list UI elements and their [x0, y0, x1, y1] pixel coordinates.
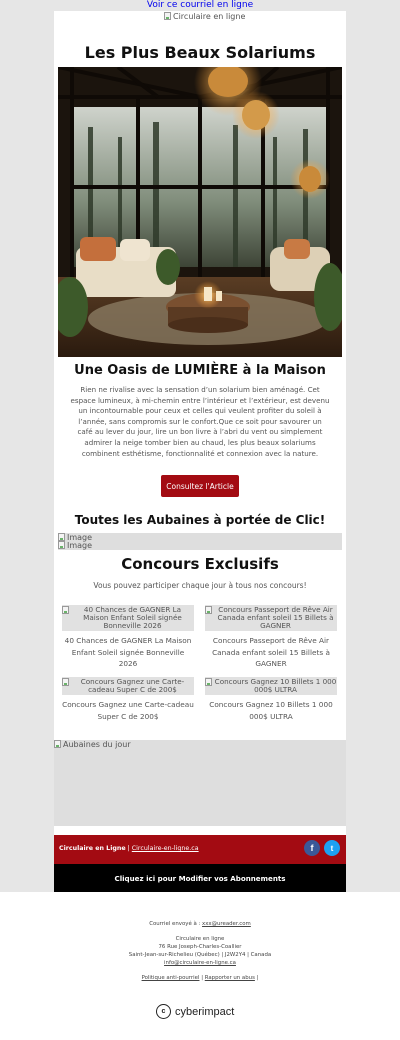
cyberimpact-logo[interactable]: [156, 1004, 234, 1019]
manage-subscriptions-link[interactable]: Cliquez ici pour Modifier vos Abonnements: [54, 864, 346, 892]
logo-alt-text: Circulaire en ligne: [173, 12, 246, 21]
contests-title: Concours Exclusifs: [121, 555, 279, 573]
broken-image-icon: [54, 740, 61, 748]
twitter-icon[interactable]: t: [324, 840, 340, 856]
contest-image[interactable]: [205, 605, 337, 631]
legal-separator: |: [201, 975, 204, 981]
logo-image[interactable]: [164, 12, 245, 21]
contest-image-alt-wrap: [62, 606, 194, 630]
article-title: Les Plus Beaux Solariums: [84, 43, 316, 62]
contest-caption[interactable]: 40 Chances de GAGNER La Maison Enfant Soleil signée Bonneville 2026: [64, 636, 192, 668]
contest-caption[interactable]: Concours Passeport de Rêve Air Canada enfant soleil 15 Billets à GAGNER: [212, 636, 330, 668]
contest-image[interactable]: [62, 677, 194, 695]
footer-site-link[interactable]: Circulaire-en-ligne.ca: [131, 845, 199, 852]
footer-brand: [59, 845, 199, 852]
solarium-photo: [58, 67, 342, 357]
email-card: [54, 11, 346, 841]
report-abuse-link[interactable]: Rapporter un abus: [204, 975, 255, 981]
legal-lines: [0, 920, 400, 982]
contest-card[interactable]: [62, 677, 194, 722]
deals-of-day-alt: Aubaines du jour: [63, 740, 131, 749]
deals-image-1-alt: Image: [67, 533, 93, 542]
contest-card[interactable]: [62, 605, 194, 670]
deals-of-day-alt-wrap: [54, 740, 131, 749]
broken-image-icon: [205, 606, 212, 614]
footer-brand-bar: [54, 835, 346, 864]
deals-of-day-image[interactable]: [54, 740, 346, 826]
contest-image-alt: Concours Gagnez 10 Billets 1 000 000$ ULTRA: [214, 677, 337, 694]
article-subtitle: Une Oasis de LUMIÈRE à la Maison: [74, 363, 326, 378]
sent-to-line: [0, 920, 400, 928]
anti-spam-policy-link[interactable]: Politique anti-pourriel: [141, 975, 200, 981]
facebook-icon[interactable]: f: [304, 840, 320, 856]
broken-image-icon: [62, 606, 69, 614]
contest-image[interactable]: [62, 605, 194, 631]
sent-to-label: Courriel envoyé à :: [149, 921, 201, 927]
company-city: Saint-Jean-sur-Richelieu (Québec) | J2W2Y4 | Canada: [128, 952, 272, 958]
broken-image-icon: [62, 678, 69, 686]
contest-card[interactable]: [205, 605, 337, 670]
cyberimpact-icon: c: [156, 1004, 171, 1019]
cyberimpact-name: cyberimpact: [175, 1005, 235, 1018]
company-address: 76 Rue Joseph-Charles-Coallier: [158, 944, 242, 950]
company-email[interactable]: info@circulaire-en-ligne.ca: [164, 960, 236, 966]
article-body: Rien ne rivalise avec la sensation d’un solarium bien aménagé. Cet espace lumineux, à mi-chemin entre l’intérieur et l’extérieur, est devenu un incontournable pour ceux et celles qui veulent profiter du soleil à l’année, sans compromis sur le confort.Que ce soit pour savourer un café au lever du jour, lire un bon livre à l’abri du vent ou simplement admirer la neige tomber bien au chaud, les plus beaux solariums combinent esthétisme, fonctionnalité et connexion avec la nature.: [70, 385, 330, 458]
deals-title: Toutes les Aubaines à portée de Clic!: [74, 513, 326, 527]
contest-image[interactable]: [205, 677, 337, 695]
deals-image-strip: [58, 533, 342, 550]
view-online-link[interactable]: Voir ce courriel en ligne: [146, 0, 254, 10]
broken-image-icon: [164, 12, 171, 20]
company-name: Circulaire en ligne: [175, 936, 225, 942]
legal-links: [0, 974, 400, 982]
sent-to-email[interactable]: xxx@ureader.com: [202, 921, 251, 927]
legal-trailing-separator: |: [256, 975, 259, 981]
contest-card[interactable]: [205, 677, 337, 722]
contest-image-alt-wrap: [205, 678, 337, 694]
contest-image-alt-wrap: [205, 606, 337, 630]
contest-caption[interactable]: Concours Gagnez 10 Billets 1 000 000$ ULTRA: [209, 700, 333, 721]
broken-image-icon: [58, 533, 65, 541]
broken-image-icon: [58, 541, 65, 549]
contest-image-alt: Concours Passeport de Rêve Air Canada enfant soleil 15 Billets à GAGNER: [217, 605, 334, 630]
deals-image-2[interactable]: [58, 541, 92, 550]
footer-separator: |: [127, 845, 130, 852]
legal-footer: [0, 892, 400, 1040]
contests-subtitle: Vous pouvez participer chaque jour à tous nos concours!: [93, 581, 307, 590]
contest-caption[interactable]: Concours Gagnez une Carte-cadeau Super C de 200$: [62, 700, 194, 721]
contest-image-alt: Concours Gagnez une Carte-cadeau Super C de 200$: [80, 677, 185, 694]
deals-image-2-alt: Image: [67, 541, 93, 550]
contest-image-alt-wrap: [62, 678, 194, 694]
contest-image-alt: 40 Chances de GAGNER La Maison Enfant Soleil signée Bonneville 2026: [83, 605, 182, 630]
footer-brand-name: Circulaire en Ligne: [59, 845, 126, 852]
hero-image[interactable]: [58, 67, 342, 357]
read-article-button[interactable]: Consultez l'Article: [161, 475, 239, 497]
view-online-bar: [0, 0, 400, 11]
broken-image-icon: [205, 678, 212, 686]
